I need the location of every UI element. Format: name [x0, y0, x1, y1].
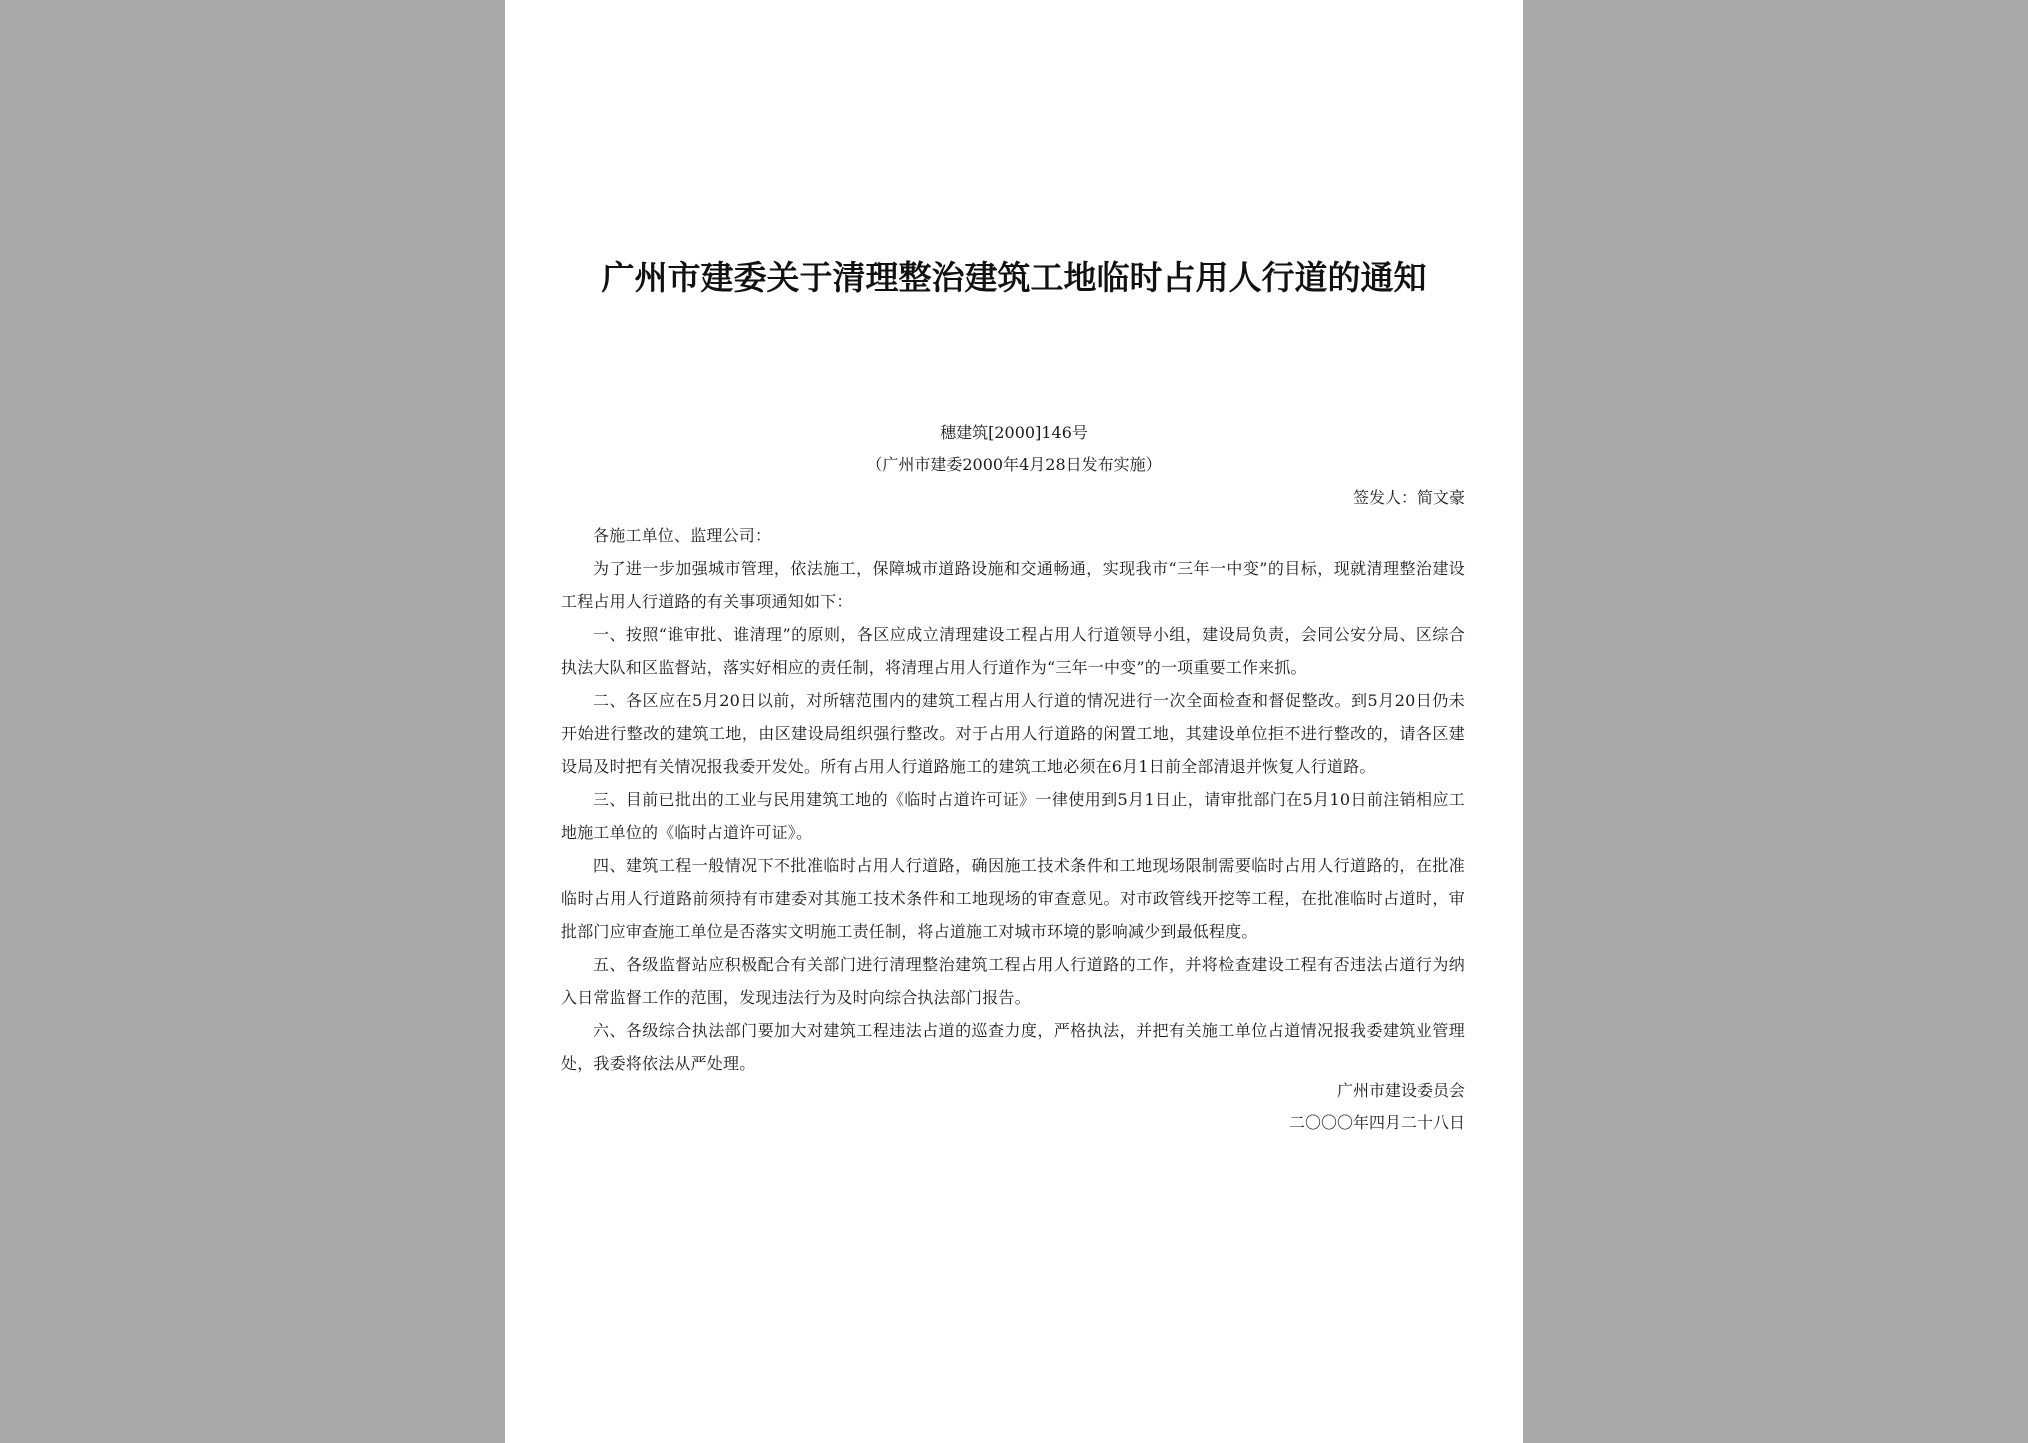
issuing-organization: 广州市建设委员会 — [1336, 1081, 1465, 1100]
paragraph-intro: 为了进一步加强城市管理，依法施工，保障城市道路设施和交通畅通，实现我市“三年一中变”的目标，现就清理整治建设工程占用人行道路的有关事项通知如下： — [561, 559, 1465, 611]
document-title: 广州市建委关于清理整治建筑工地临时占用人行道的通知 — [601, 258, 1427, 297]
document-number: 穗建筑[2000]146号 — [940, 423, 1088, 442]
document-page — [505, 0, 1523, 1443]
issued-note: （广州市建委2000年4月28日发布实施） — [866, 455, 1162, 474]
paragraph-2: 二、各区应在5月20日以前，对所辖范围内的建筑工程占用人行道的情况进行一次全面检查和督促整改。到5月20日仍未开始进行整改的建筑工地，由区建设局组织强行整改。对于占用人行道路的闲置工地，其建设单位拒不进行整改的，请各区建设局及时把有关情况报我委开发处。所有占用人行道路施工的建筑工地必须在6月1日前全部清退并恢复人行道路。 — [561, 691, 1465, 776]
salutation: 各施工单位、监理公司： — [593, 526, 772, 545]
issue-date: 二〇〇〇年四月二十八日 — [1288, 1113, 1465, 1132]
paragraph-4: 四、建筑工程一般情况下不批准临时占用人行道路，确因施工技术条件和工地现场限制需要临时占用人行道路的，在批准临时占用人行道路前须持有市建委对其施工技术条件和工地现场的审查意见。对市政管线开挖等工程，在批准临时占道时，审批部门应审查施工单位是否落实文明施工责任制，将占道施工对城市环境的影响减少到最低程度。 — [561, 856, 1465, 941]
paragraph-1: 一、按照“谁审批、谁清理”的原则，各区应成立清理建设工程占用人行道领导小组，建设局负责，会同公安分局、区综合执法大队和区监督站，落实好相应的责任制，将清理占用人行道作为“三年一中变”的一项重要工作来抓。 — [561, 625, 1465, 677]
document-body — [561, 519, 1465, 1080]
signer: 签发人：简文豪 — [1352, 488, 1465, 507]
paragraph-5: 五、各级监督站应积极配合有关部门进行清理整治建筑工程占用人行道路的工作，并将检查建设工程有否违法占道行为纳入日常监督工作的范围，发现违法行为及时向综合执法部门报告。 — [561, 955, 1465, 1007]
paragraph-6: 六、各级综合执法部门要加大对建筑工程违法占道的巡查力度，严格执法，并把有关施工单位占道情况报我委建筑业管理处，我委将依法从严处理。 — [561, 1021, 1465, 1073]
paragraph-3: 三、目前已批出的工业与民用建筑工地的《临时占道许可证》一律使用到5月1日止，请审批部门在5月10日前注销相应工地施工单位的《临时占道许可证》。 — [561, 790, 1465, 842]
